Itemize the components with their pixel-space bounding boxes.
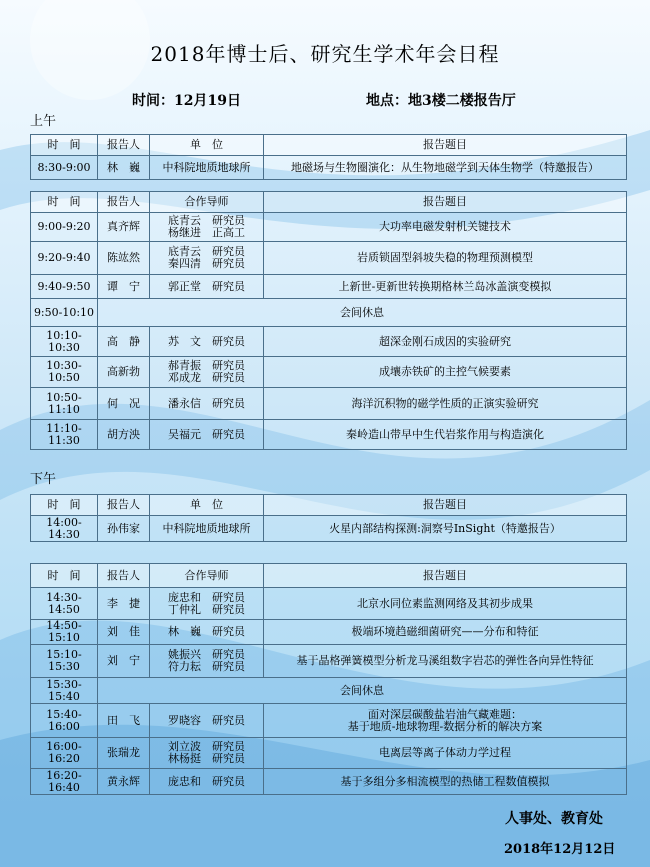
row-reporter: 田 飞 xyxy=(98,704,150,738)
advisor-1: 底青云 研究员 xyxy=(168,245,245,258)
advisor-2: 秦四清 研究员 xyxy=(168,257,245,270)
table-row xyxy=(31,620,627,645)
row-reporter: 林 巍 xyxy=(98,156,150,180)
header-reporter: 报告人 xyxy=(98,135,150,156)
advisor-2: 邓成龙 研究员 xyxy=(168,371,245,384)
advisor-1: 姚振兴 研究员 xyxy=(168,648,245,661)
row-topic: 超深金刚石成因的实验研究 xyxy=(264,327,627,357)
advisor-1: 刘立波 研究员 xyxy=(168,740,245,753)
row-time: 10:50-11:10 xyxy=(31,388,98,420)
morning-keynote-table xyxy=(30,134,627,180)
header-topic: 报告题目 xyxy=(264,564,627,588)
header-time: 时 间 xyxy=(31,135,98,156)
row-advisor: 罗晓容 研究员 xyxy=(150,704,264,738)
row-time: 10:30-10:50 xyxy=(31,357,98,388)
row-topic: 北京水同位素监测网络及其初步成果 xyxy=(264,588,627,620)
row-reporter: 高 静 xyxy=(98,327,150,357)
page-title: 2018年博士后、研究生学术年会日程 xyxy=(150,42,500,66)
afternoon-label: 下午 xyxy=(30,472,57,487)
row-time: 16:00-16:20 xyxy=(31,738,98,769)
row-reporter: 真齐辉 xyxy=(98,213,150,242)
row-topic: 电离层等离子体动力学过程 xyxy=(264,738,627,769)
table-header-row xyxy=(31,564,627,588)
header-advisor: 合作导师 xyxy=(150,192,264,213)
break-row xyxy=(31,678,627,704)
row-reporter: 黄永辉 xyxy=(98,769,150,795)
table-row xyxy=(31,738,627,769)
break-label: 会间休息 xyxy=(98,299,627,327)
row-time: 14:50-15:10 xyxy=(31,620,98,645)
row-time: 15:30-15:40 xyxy=(31,678,98,704)
row-reporter: 刘 佳 xyxy=(98,620,150,645)
advisor-2: 符力耘 研究员 xyxy=(168,660,245,673)
row-topic: 大功率电磁发射机关键技术 xyxy=(264,213,627,242)
table-header-row xyxy=(31,192,627,213)
issue-date: 2018年12月12日 xyxy=(504,842,616,857)
row-advisor: 林 巍 研究员 xyxy=(150,620,264,645)
topic-line-2: 基于地质-地球物理-数据分析的解决方案 xyxy=(347,719,543,733)
row-topic: 极端环境趋磁细菌研究——分布和特征 xyxy=(264,620,627,645)
row-reporter: 孙伟家 xyxy=(98,516,150,542)
header-topic: 报告题目 xyxy=(264,192,627,213)
table-header-row xyxy=(31,135,627,156)
table-row xyxy=(31,213,627,242)
table-row xyxy=(31,327,627,357)
row-reporter: 李 捷 xyxy=(98,588,150,620)
row-topic: 岩质锁固型斜坡失稳的物理预测模型 xyxy=(264,242,627,275)
row-unit: 中科院地质地球所 xyxy=(150,516,264,542)
header-time: 时 间 xyxy=(31,495,98,516)
header-reporter: 报告人 xyxy=(98,495,150,516)
row-advisor xyxy=(150,588,264,620)
row-time: 8:30-9:00 xyxy=(31,156,98,180)
table-row xyxy=(31,242,627,275)
advisor-1: 庞忠和 研究员 xyxy=(168,590,245,604)
advisor-1: 底青云 研究员 xyxy=(168,214,245,227)
meeting-time: 时间：12月19日 xyxy=(132,93,241,109)
header-time: 时 间 xyxy=(31,564,98,588)
table-row xyxy=(31,516,627,542)
morning-sessions-table xyxy=(30,191,627,450)
row-topic: 地磁场与生物圈演化：从生物地磁学到天体生物学（特邀报告） xyxy=(264,156,627,180)
row-reporter: 刘 宁 xyxy=(98,645,150,678)
row-time: 14:30-14:50 xyxy=(31,588,98,620)
row-advisor xyxy=(150,645,264,678)
table-row xyxy=(31,769,627,795)
row-topic: 火星内部结构探测:洞察号InSight（特邀报告） xyxy=(264,516,627,542)
row-topic: 基于晶格弹簧模型分析龙马溪组数字岩芯的弹性各向异性特征 xyxy=(264,645,627,678)
row-topic: 成壤赤铁矿的主控气候要素 xyxy=(264,357,627,388)
table-row xyxy=(31,275,627,299)
advisor-2: 杨继进 正高工 xyxy=(168,226,245,239)
row-time: 15:10-15:30 xyxy=(31,645,98,678)
advisor-2: 丁仲礼 研究员 xyxy=(168,602,245,616)
row-advisor xyxy=(150,357,264,388)
row-time: 10:10-10:30 xyxy=(31,327,98,357)
header-unit: 单 位 xyxy=(150,495,264,516)
header-reporter: 报告人 xyxy=(98,564,150,588)
row-time: 9:20-9:40 xyxy=(31,242,98,275)
row-reporter: 张瑞龙 xyxy=(98,738,150,769)
row-reporter: 何 况 xyxy=(98,388,150,420)
row-topic: 基于多组分多相流模型的热储工程数值模拟 xyxy=(264,769,627,795)
row-advisor: 庞忠和 研究员 xyxy=(150,769,264,795)
row-advisor xyxy=(150,242,264,275)
header-time: 时 间 xyxy=(31,192,98,213)
row-advisor xyxy=(150,213,264,242)
row-topic xyxy=(264,704,627,738)
row-advisor: 郭正堂 研究员 xyxy=(150,275,264,299)
advisor-2: 林杨挺 研究员 xyxy=(168,752,245,765)
break-row xyxy=(31,299,627,327)
row-time: 16:20-16:40 xyxy=(31,769,98,795)
table-row xyxy=(31,588,627,620)
row-advisor: 潘永信 研究员 xyxy=(150,388,264,420)
meeting-place: 地点：地3楼二楼报告厅 xyxy=(366,93,516,109)
row-topic: 秦岭造山带早中生代岩浆作用与构造演化 xyxy=(264,420,627,450)
header-topic: 报告题目 xyxy=(264,495,627,516)
row-time: 9:00-9:20 xyxy=(31,213,98,242)
row-advisor: 苏 文 研究员 xyxy=(150,327,264,357)
row-reporter: 陈竑然 xyxy=(98,242,150,275)
header-unit: 单 位 xyxy=(150,135,264,156)
row-reporter: 谭 宁 xyxy=(98,275,150,299)
header-advisor: 合作导师 xyxy=(150,564,264,588)
row-time: 14:00-14:30 xyxy=(31,516,98,542)
afternoon-keynote-table xyxy=(30,494,627,542)
topic-line-1: 面对深层碳酸盐岩油气藏难题： xyxy=(368,707,522,721)
row-time: 9:40-9:50 xyxy=(31,275,98,299)
row-topic: 海洋沉积物的磁学性质的正演实验研究 xyxy=(264,388,627,420)
row-topic: 上新世-更新世转换期格林兰岛冰盖演变模拟 xyxy=(264,275,627,299)
break-label: 会间休息 xyxy=(98,678,627,704)
table-row xyxy=(31,645,627,678)
row-advisor: 吴福元 研究员 xyxy=(150,420,264,450)
row-reporter: 胡方泱 xyxy=(98,420,150,450)
row-time: 11:10-11:30 xyxy=(31,420,98,450)
row-unit: 中科院地质地球所 xyxy=(150,156,264,180)
row-advisor xyxy=(150,738,264,769)
header-reporter: 报告人 xyxy=(98,192,150,213)
morning-label: 上午 xyxy=(30,114,57,129)
table-header-row xyxy=(31,495,627,516)
row-reporter: 高新勃 xyxy=(98,357,150,388)
table-row xyxy=(31,420,627,450)
table-row xyxy=(31,357,627,388)
table-row xyxy=(31,388,627,420)
row-time: 15:40-16:00 xyxy=(31,704,98,738)
issuing-departments: 人事处、教育处 xyxy=(505,811,603,827)
header-topic: 报告题目 xyxy=(264,135,627,156)
afternoon-sessions-table xyxy=(30,563,627,795)
row-time: 9:50-10:10 xyxy=(31,299,98,327)
table-row xyxy=(31,156,627,180)
table-row xyxy=(31,704,627,738)
advisor-1: 郝青振 研究员 xyxy=(168,359,245,372)
